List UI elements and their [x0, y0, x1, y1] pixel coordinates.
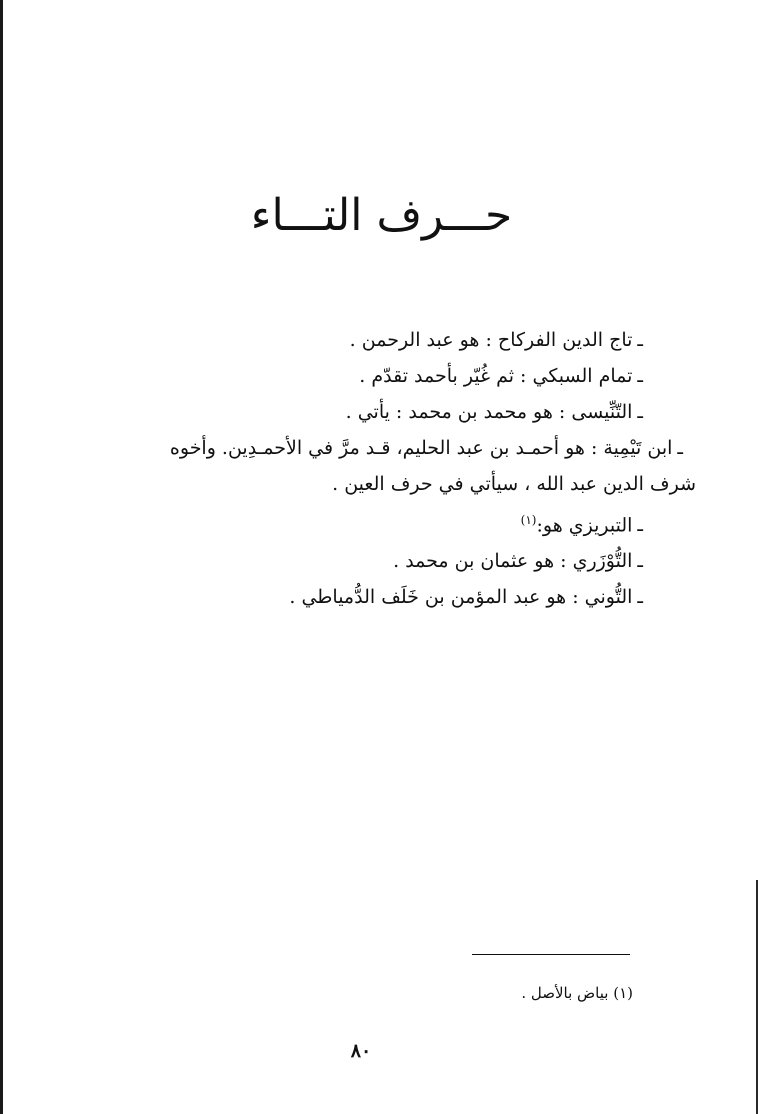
- entry-text: تاج الدين الفركاح : هو عبد الرحمن .: [349, 329, 633, 351]
- entry-dash: ـ: [637, 365, 643, 387]
- page-number: ٨٠: [350, 1040, 372, 1062]
- list-item: [83, 502, 643, 543]
- entry-text: التبريزي هو:: [536, 514, 633, 537]
- footnote-divider: [472, 954, 630, 955]
- list-item-continuation: [83, 466, 701, 502]
- list-item: [83, 322, 643, 358]
- entry-text: التّنِّيسى : هو محمد بن محمد : يأتي .: [345, 401, 633, 423]
- entry-dash: ـ: [637, 586, 643, 609]
- list-item: [83, 358, 643, 394]
- entry-text: ابن تَيْمِية : هو أحمـد بن عبد الحليم، قـد مرَّ في الأحمـدِين. وأخوه: [169, 437, 673, 459]
- list-item: [83, 579, 643, 615]
- entry-text: التُّوني : هو عبد المؤمن بن خَلَف الدُّمياطي .: [289, 586, 633, 609]
- entry-text: التُّوْزَري : هو عثمان بن محمد .: [393, 550, 633, 573]
- entry-dash: ـ: [637, 329, 643, 351]
- entry-dash: ـ: [637, 401, 643, 423]
- entry-dash: ـ: [637, 550, 643, 573]
- list-item: [83, 394, 643, 430]
- entry-list: [83, 322, 696, 615]
- entry-text: شرف الدين عبد الله ، سيأتي في حرف العين .: [332, 473, 696, 495]
- entry-text: تمام السبكي : ثم غُيّر بأحمد تقدّم .: [359, 365, 633, 387]
- entry-dash: ـ: [637, 514, 643, 537]
- footnote: (١) بياض بالأصل .: [521, 984, 633, 1002]
- chapter-title: حـــرف التـــاء: [250, 190, 513, 241]
- list-item: [83, 543, 643, 579]
- footnote-marker[interactable]: (١): [520, 513, 537, 527]
- list-item: [83, 430, 683, 466]
- entry-dash: ـ: [677, 437, 683, 459]
